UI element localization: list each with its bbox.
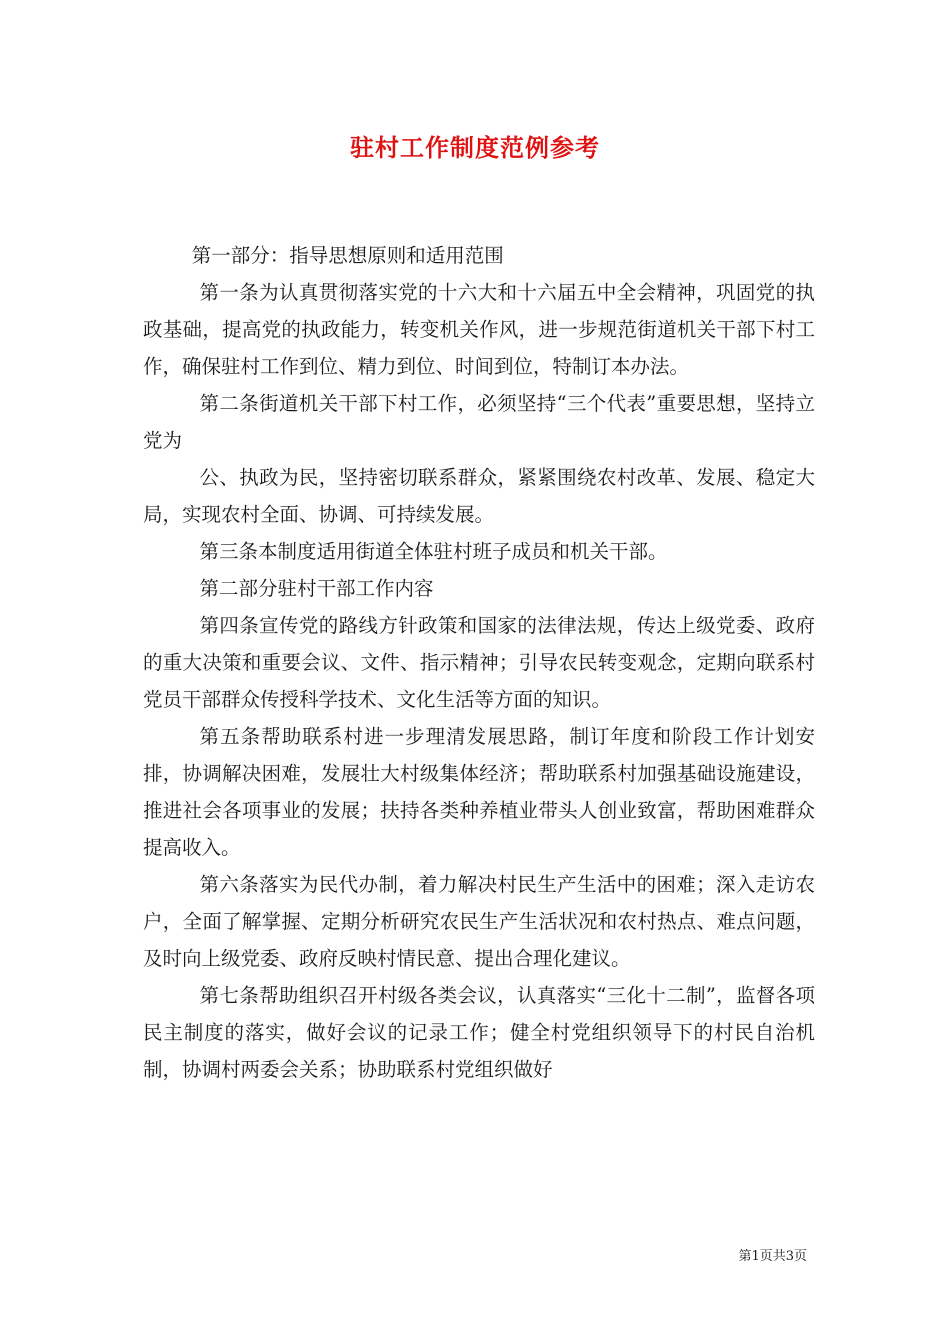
page-number: 第1页共3页 xyxy=(738,1249,807,1264)
section-heading-part-one: 第一部分：指导思想原则和适用范围 xyxy=(191,244,504,267)
paragraph-article-4: 第四条宣传党的路线方针政策和国家的法律法规，传达上级党委、政府的重大决策和重要会议、文件、指示精神；引导农民转变观念，定期向联系村党员干部群众传授科学技术、文化生活等方面的知识。 xyxy=(143,614,815,711)
paragraph-article-5: 第五条帮助联系村进一步理清发展思路，制订年度和阶段工作计划安排，协调解决困难，发展壮大村级集体经济；帮助联系村加强基础设施建设，推进社会各项事业的发展；扶持各类种养植业带头人创业致富，帮助困难群众提高收入。 xyxy=(143,725,815,859)
paragraph-article-7: 第七条帮助组织召开村级各类会议，认真落实“三化十二制”，监督各项民主制度的落实，做好会议的记录工作；健全村党组织领导下的村民自治机制，协调村两委会关系；协助联系村党组织做好 xyxy=(143,984,815,1081)
document-body xyxy=(143,237,815,1088)
document-title: 驻村工作制度范例参考 xyxy=(350,133,600,162)
paragraph-article-2-continued: 公、执政为民，坚持密切联系群众，紧紧围绕农村改革、发展、稳定大局，实现农村全面、协调、可持续发展。 xyxy=(143,466,815,526)
paragraph-article-6: 第六条落实为民代办制，着力解决村民生产生活中的困难；深入走访农户，全面了解掌握、定期分析研究农民生产生活状况和农村热点、难点问题，及时向上级党委、政府反映村情民意、提出合理化建议。 xyxy=(143,873,815,970)
paragraph-article-2: 第二条街道机关干部下村工作，必须坚持“三个代表”重要思想，坚持立党为 xyxy=(143,392,815,452)
paragraph-article-1: 第一条为认真贯彻落实党的十六大和十六届五中全会精神，巩固党的执政基础，提高党的执政能力，转变机关作风，进一步规范街道机关干部下村工作，确保驻村工作到位、精力到位、时间到位，特制订本办法。 xyxy=(143,281,815,378)
paragraph-article-3: 第三条本制度适用街道全体驻村班子成员和机关干部。 xyxy=(199,540,668,563)
section-heading-part-two: 第二部分驻村干部工作内容 xyxy=(199,577,434,600)
